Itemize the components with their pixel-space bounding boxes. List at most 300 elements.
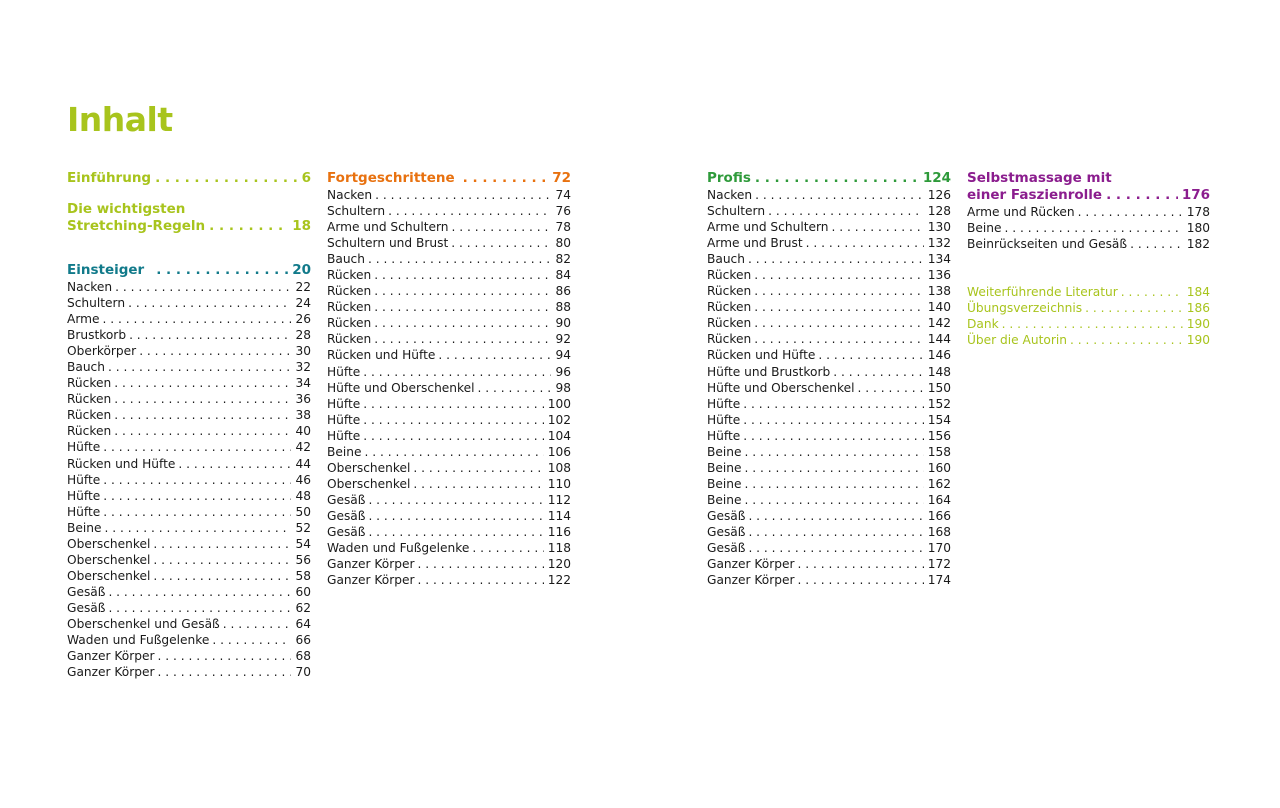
toc-entry-page: 146 bbox=[927, 348, 951, 363]
toc-entry[interactable] bbox=[67, 327, 311, 343]
dot-leader bbox=[1070, 332, 1183, 348]
toc-entry[interactable] bbox=[327, 315, 571, 331]
toc-entry[interactable] bbox=[327, 476, 571, 492]
toc-entry-page: 104 bbox=[547, 428, 571, 443]
dot-leader bbox=[452, 219, 552, 235]
toc-entry-page: 180 bbox=[1186, 221, 1210, 236]
toc-entry-label: Beinrückseiten und Gesäß bbox=[967, 237, 1128, 252]
toc-entry[interactable] bbox=[67, 600, 311, 616]
dot-leader bbox=[178, 456, 291, 472]
toc-entry[interactable] bbox=[327, 460, 571, 476]
toc-entry[interactable] bbox=[707, 283, 951, 299]
toc-entry-label: Rücken bbox=[327, 300, 372, 315]
toc-entry-label: Oberschenkel und Gesäß bbox=[67, 616, 220, 631]
toc-entry[interactable] bbox=[707, 235, 951, 251]
dot-leader bbox=[223, 616, 292, 632]
dot-leader bbox=[832, 219, 924, 235]
toc-entry-page: 46 bbox=[295, 472, 311, 487]
toc-heading-page: 18 bbox=[292, 218, 311, 234]
toc-entry-page: 106 bbox=[547, 444, 571, 459]
toc-entry-page: 118 bbox=[547, 541, 571, 556]
dot-leader bbox=[129, 327, 291, 343]
toc-entry-page: 120 bbox=[547, 557, 571, 572]
toc-entry[interactable] bbox=[707, 203, 951, 219]
toc-entry[interactable] bbox=[327, 235, 571, 251]
toc-entry-page: 50 bbox=[295, 504, 311, 519]
toc-entry-label: Beine bbox=[67, 520, 102, 535]
toc-entry-page: 134 bbox=[927, 252, 951, 267]
toc-entry-page: 142 bbox=[927, 316, 951, 331]
toc-entry-label: Hüfte bbox=[67, 440, 101, 455]
toc-entry-page: 82 bbox=[555, 252, 571, 267]
toc-entry[interactable] bbox=[707, 428, 951, 444]
dot-leader bbox=[114, 423, 291, 439]
toc-entry[interactable] bbox=[707, 331, 951, 347]
dot-leader bbox=[418, 556, 544, 572]
toc-entry-label: Ganzer Körper bbox=[67, 649, 155, 664]
toc-entry-page: 156 bbox=[927, 428, 951, 443]
toc-heading-label: Profis bbox=[707, 170, 751, 186]
toc-entry-label: Beine bbox=[707, 460, 742, 475]
toc-entry-label: Waden und Fußgelenke bbox=[67, 633, 210, 648]
toc-entry[interactable] bbox=[327, 380, 571, 396]
toc-entry-label: Ganzer Körper bbox=[67, 665, 155, 680]
dot-leader bbox=[363, 364, 551, 380]
toc-entry[interactable] bbox=[327, 556, 571, 572]
dot-leader bbox=[368, 251, 552, 267]
toc-entry[interactable] bbox=[707, 540, 951, 556]
toc-entry[interactable] bbox=[707, 219, 951, 235]
dot-leader bbox=[375, 187, 551, 203]
toc-entry-label: Übungsverzeichnis bbox=[967, 301, 1083, 316]
toc-entry[interactable] bbox=[327, 283, 571, 299]
toc-entry[interactable] bbox=[707, 364, 951, 380]
dot-leader bbox=[744, 460, 923, 476]
toc-entry[interactable] bbox=[707, 299, 951, 315]
dot-leader bbox=[472, 540, 543, 556]
toc-entry-page: 86 bbox=[555, 284, 571, 299]
dot-leader bbox=[744, 444, 923, 460]
dot-leader bbox=[374, 299, 551, 315]
dot-leader bbox=[368, 508, 543, 524]
dot-leader bbox=[374, 331, 551, 347]
toc-entry-label: Rücken und Hüfte bbox=[707, 348, 816, 363]
toc-entry-page: 164 bbox=[927, 492, 951, 507]
toc-heading-label: Einsteiger bbox=[67, 262, 145, 278]
toc-entry[interactable] bbox=[67, 279, 311, 295]
dot-leader bbox=[1002, 316, 1183, 332]
toc-entry-label: Beine bbox=[707, 476, 742, 491]
dot-leader bbox=[114, 407, 291, 423]
toc-entry[interactable] bbox=[327, 524, 571, 540]
dot-leader bbox=[115, 279, 291, 295]
toc-list-selbstmassage bbox=[967, 204, 1210, 252]
toc-entry[interactable] bbox=[67, 504, 311, 520]
toc-entry[interactable] bbox=[67, 391, 311, 407]
toc-entry-page: 112 bbox=[547, 492, 571, 507]
dot-leader bbox=[153, 552, 291, 568]
column-profis bbox=[707, 170, 951, 588]
toc-list-anhang bbox=[967, 284, 1210, 348]
toc-entry[interactable] bbox=[67, 472, 311, 488]
toc-entry-page: 44 bbox=[295, 456, 311, 471]
dot-leader bbox=[156, 262, 288, 279]
toc-heading-einfuehrung[interactable] bbox=[67, 170, 311, 187]
toc-entry-label: Rücken bbox=[327, 268, 372, 283]
dot-leader bbox=[463, 170, 549, 187]
dot-leader bbox=[743, 428, 923, 444]
toc-entry[interactable] bbox=[327, 396, 571, 412]
toc-entry-page: 38 bbox=[295, 408, 311, 423]
toc-entry-page: 162 bbox=[927, 476, 951, 491]
toc-entry-page: 92 bbox=[555, 332, 571, 347]
toc-entry[interactable] bbox=[67, 407, 311, 423]
toc-entry[interactable] bbox=[967, 316, 1210, 332]
toc-entry[interactable] bbox=[67, 343, 311, 359]
toc-entry[interactable] bbox=[67, 520, 311, 536]
toc-entry-page: 172 bbox=[927, 557, 951, 572]
toc-entry-page: 64 bbox=[295, 616, 311, 631]
dot-leader bbox=[798, 556, 924, 572]
toc-heading-fortgeschrittene[interactable] bbox=[327, 170, 571, 187]
dot-leader bbox=[153, 536, 291, 552]
toc-entry[interactable] bbox=[327, 364, 571, 380]
toc-entry-label: Hüfte bbox=[327, 412, 361, 427]
toc-entry[interactable] bbox=[67, 375, 311, 391]
dot-leader bbox=[108, 359, 292, 375]
toc-entry[interactable] bbox=[707, 412, 951, 428]
dot-leader bbox=[833, 364, 924, 380]
toc-entry-label: Rücken bbox=[707, 316, 752, 331]
toc-entry-label: Schultern und Brust bbox=[327, 236, 449, 251]
toc-entry-label: Hüfte bbox=[707, 412, 741, 427]
toc-entry[interactable] bbox=[967, 236, 1210, 252]
toc-entry-label: Arme und Rücken bbox=[967, 205, 1075, 219]
toc-entry-label: Oberschenkel bbox=[67, 568, 151, 583]
dot-leader bbox=[806, 235, 924, 251]
dot-leader bbox=[1078, 204, 1183, 220]
toc-entry[interactable] bbox=[67, 423, 311, 439]
toc-entry[interactable] bbox=[707, 315, 951, 331]
dot-leader bbox=[748, 508, 923, 524]
toc-heading-page: 124 bbox=[922, 170, 951, 186]
dot-leader bbox=[209, 218, 288, 235]
toc-entry-label: Bauch bbox=[67, 360, 105, 375]
dot-leader bbox=[743, 396, 923, 412]
toc-entry[interactable] bbox=[67, 584, 311, 600]
toc-entry[interactable] bbox=[67, 488, 311, 504]
toc-entry-label: Brustkorb bbox=[67, 328, 127, 343]
toc-entry[interactable] bbox=[707, 524, 951, 540]
toc-entry-label: Ganzer Körper bbox=[327, 573, 415, 588]
toc-entry-page: 40 bbox=[295, 424, 311, 439]
toc-entry[interactable] bbox=[967, 204, 1210, 220]
toc-entry[interactable] bbox=[327, 251, 571, 267]
toc-entry[interactable] bbox=[67, 456, 311, 472]
toc-entry[interactable] bbox=[967, 220, 1210, 236]
toc-entry-page: 98 bbox=[555, 380, 571, 395]
column-selbstmassage bbox=[967, 170, 1210, 348]
toc-entry-page: 114 bbox=[547, 508, 571, 523]
toc-entry[interactable] bbox=[327, 444, 571, 460]
dot-leader bbox=[374, 267, 551, 283]
toc-entry[interactable] bbox=[707, 572, 951, 588]
dot-leader bbox=[755, 187, 924, 203]
toc-entry-page: 168 bbox=[927, 524, 951, 539]
dot-leader bbox=[388, 203, 551, 219]
toc-entry-page: 48 bbox=[295, 488, 311, 503]
toc-entry-label: Hüfte bbox=[327, 364, 361, 379]
toc-entry[interactable] bbox=[327, 203, 571, 219]
toc-heading-page: 6 bbox=[301, 170, 311, 186]
toc-entry[interactable] bbox=[327, 508, 571, 524]
toc-entry-page: 128 bbox=[927, 204, 951, 219]
column-fortgeschrittene bbox=[327, 170, 571, 588]
toc-heading-label: Einführung bbox=[67, 170, 152, 186]
dot-leader bbox=[418, 572, 544, 588]
dot-leader bbox=[858, 380, 924, 396]
dot-leader bbox=[368, 524, 543, 540]
dot-leader bbox=[364, 444, 543, 460]
toc-entry[interactable] bbox=[967, 284, 1210, 300]
toc-entry[interactable] bbox=[707, 444, 951, 460]
dot-leader bbox=[743, 412, 923, 428]
toc-entry-label: Hüfte und Oberschenkel bbox=[327, 380, 475, 395]
toc-entry[interactable] bbox=[67, 648, 311, 664]
dot-leader bbox=[754, 315, 924, 331]
dot-leader bbox=[374, 315, 551, 331]
dot-leader bbox=[103, 472, 291, 488]
toc-entry[interactable] bbox=[327, 331, 571, 347]
toc-heading-regeln[interactable] bbox=[67, 218, 311, 235]
toc-entry-label: Rücken und Hüfte bbox=[67, 456, 176, 471]
dot-leader bbox=[363, 396, 543, 412]
dot-leader bbox=[754, 331, 924, 347]
toc-entry-label: Gesäß bbox=[327, 508, 366, 523]
toc-entry-page: 34 bbox=[295, 376, 311, 391]
dot-leader bbox=[818, 347, 923, 363]
toc-entry[interactable] bbox=[967, 300, 1210, 316]
dot-leader bbox=[768, 203, 924, 219]
dot-leader bbox=[103, 488, 291, 504]
toc-entry-page: 186 bbox=[1186, 301, 1210, 316]
toc-entry[interactable] bbox=[67, 311, 311, 327]
toc-entry[interactable] bbox=[327, 540, 571, 556]
toc-entry[interactable] bbox=[707, 508, 951, 524]
toc-entry-label: Gesäß bbox=[67, 600, 106, 615]
toc-entry-label: Rücken bbox=[707, 300, 752, 315]
toc-entry-page: 36 bbox=[295, 392, 311, 407]
toc-entry[interactable] bbox=[327, 412, 571, 428]
dot-leader bbox=[478, 380, 552, 396]
toc-entry[interactable] bbox=[327, 187, 571, 203]
toc-entry[interactable] bbox=[707, 251, 951, 267]
toc-entry-label: Hüfte bbox=[67, 488, 101, 503]
toc-entry[interactable] bbox=[327, 299, 571, 315]
toc-entry-label: Oberschenkel bbox=[327, 476, 411, 491]
toc-entry-label: Hüfte bbox=[327, 428, 361, 443]
dot-leader bbox=[363, 428, 543, 444]
toc-list-profis bbox=[707, 187, 951, 588]
dot-leader bbox=[744, 476, 923, 492]
toc-entry[interactable] bbox=[707, 187, 951, 203]
toc-heading-selbstmassage-line1[interactable]: Selbstmassage mit bbox=[967, 170, 1112, 186]
toc-entry-page: 100 bbox=[547, 396, 571, 411]
toc-entry-label: Bauch bbox=[707, 252, 745, 267]
column-einsteiger bbox=[67, 170, 311, 680]
toc-entry-page: 102 bbox=[547, 412, 571, 427]
toc-heading-page: 72 bbox=[552, 170, 571, 186]
dot-leader bbox=[155, 170, 297, 187]
toc-entry-page: 78 bbox=[555, 220, 571, 235]
toc-entry[interactable] bbox=[707, 492, 951, 508]
toc-entry-page: 70 bbox=[295, 665, 311, 680]
toc-entry[interactable] bbox=[67, 664, 311, 680]
toc-entry-page: 28 bbox=[295, 328, 311, 343]
toc-entry[interactable] bbox=[327, 492, 571, 508]
toc-entry-label: Waden und Fußgelenke bbox=[327, 541, 470, 556]
toc-entry[interactable] bbox=[67, 295, 311, 311]
toc-entry-page: 174 bbox=[927, 573, 951, 588]
toc-entry-label: Schultern bbox=[67, 296, 126, 311]
toc-entry[interactable] bbox=[327, 572, 571, 588]
toc-entry-page: 116 bbox=[547, 524, 571, 539]
toc-entry-page: 160 bbox=[927, 460, 951, 475]
toc-entry-page: 126 bbox=[927, 188, 951, 202]
toc-entry[interactable] bbox=[707, 556, 951, 572]
toc-entry-label: Über die Autorin bbox=[967, 333, 1067, 348]
toc-heading-page: 20 bbox=[292, 262, 311, 278]
toc-heading-regeln-line1[interactable]: Die wichtigsten bbox=[67, 201, 186, 217]
toc-entry-page: 170 bbox=[927, 541, 951, 556]
toc-entry-label: Gesäß bbox=[707, 541, 746, 556]
toc-entry-label: Rücken bbox=[327, 332, 372, 347]
toc-entry-page: 190 bbox=[1186, 333, 1210, 348]
toc-entry[interactable] bbox=[67, 552, 311, 568]
toc-entry[interactable] bbox=[67, 359, 311, 375]
toc-entry-label: Rücken und Hüfte bbox=[327, 348, 436, 363]
toc-entry[interactable] bbox=[967, 332, 1210, 348]
toc-entry-label: Oberschenkel bbox=[67, 536, 151, 551]
toc-entry[interactable] bbox=[327, 219, 571, 235]
dot-leader bbox=[413, 476, 543, 492]
toc-entry-page: 30 bbox=[295, 344, 311, 359]
toc-entry-page: 178 bbox=[1186, 205, 1210, 219]
dot-leader bbox=[748, 524, 923, 540]
toc-entry-page: 24 bbox=[295, 296, 311, 311]
toc-entry-page: 56 bbox=[295, 552, 311, 567]
toc-heading-einsteiger[interactable] bbox=[67, 262, 311, 279]
toc-entry-label: Weiterführende Literatur bbox=[967, 285, 1118, 300]
toc-entry-label: Rücken bbox=[327, 316, 372, 331]
toc-entry-label: Gesäß bbox=[327, 492, 366, 507]
toc-entry-label: Oberschenkel bbox=[327, 460, 411, 475]
toc-entry-label: Bauch bbox=[327, 252, 365, 267]
toc-entry-label: Rücken bbox=[67, 424, 112, 439]
dot-leader bbox=[413, 460, 543, 476]
toc-entry[interactable] bbox=[67, 616, 311, 632]
toc-entry-label: Ganzer Körper bbox=[327, 557, 415, 572]
dot-leader bbox=[1106, 187, 1178, 204]
dot-leader bbox=[158, 648, 292, 664]
toc-entry-page: 76 bbox=[555, 204, 571, 219]
toc-entry[interactable] bbox=[67, 568, 311, 584]
page-title: Inhalt bbox=[67, 100, 173, 139]
toc-entry-page: 152 bbox=[927, 396, 951, 411]
toc-entry-label: Hüfte und Oberschenkel bbox=[707, 380, 855, 395]
toc-entry[interactable] bbox=[67, 632, 311, 648]
toc-entry-label: Oberkörper bbox=[67, 344, 137, 359]
toc-entry-page: 68 bbox=[295, 649, 311, 664]
toc-entry-page: 110 bbox=[547, 476, 571, 491]
dot-leader bbox=[363, 412, 543, 428]
dot-leader bbox=[755, 170, 919, 187]
toc-entry-label: Arme und Schultern bbox=[327, 220, 449, 235]
dot-leader bbox=[153, 568, 291, 584]
toc-entry-page: 66 bbox=[295, 633, 311, 648]
dot-leader bbox=[744, 492, 923, 508]
toc-entry-label: Hüfte bbox=[67, 504, 101, 519]
toc-entry-label: Beine bbox=[707, 444, 742, 459]
toc-entry-label: Hüfte bbox=[707, 396, 741, 411]
dot-leader bbox=[158, 664, 292, 680]
toc-entry-page: 150 bbox=[927, 380, 951, 395]
toc-entry-page: 60 bbox=[295, 584, 311, 599]
toc-entry-page: 154 bbox=[927, 412, 951, 427]
toc-entry[interactable] bbox=[67, 439, 311, 455]
toc-entry[interactable] bbox=[707, 347, 951, 363]
toc-heading-label: Stretching-Regeln bbox=[67, 218, 206, 234]
toc-entry[interactable] bbox=[707, 476, 951, 492]
toc-entry-label: Rücken bbox=[67, 376, 112, 391]
toc-entry-page: 184 bbox=[1186, 285, 1210, 300]
toc-heading-selbstmassage[interactable] bbox=[967, 187, 1210, 204]
toc-heading-profis[interactable] bbox=[707, 170, 951, 187]
dot-leader bbox=[114, 375, 291, 391]
toc-entry[interactable] bbox=[707, 396, 951, 412]
toc-list-einsteiger bbox=[67, 279, 311, 680]
toc-entry-page: 80 bbox=[555, 236, 571, 251]
toc-entry-page: 26 bbox=[295, 312, 311, 327]
toc-entry-page: 158 bbox=[927, 444, 951, 459]
toc-entry-label: Arme und Schultern bbox=[707, 220, 829, 235]
toc-entry-label: Rücken bbox=[327, 284, 372, 299]
toc-entry[interactable] bbox=[327, 267, 571, 283]
dot-leader bbox=[139, 343, 291, 359]
toc-entry[interactable] bbox=[707, 267, 951, 283]
dot-leader bbox=[1121, 284, 1183, 300]
toc-entry-page: 90 bbox=[555, 316, 571, 331]
toc-entry[interactable] bbox=[67, 536, 311, 552]
toc-entry[interactable] bbox=[327, 347, 571, 363]
toc-entry[interactable] bbox=[707, 460, 951, 476]
toc-entry-label: Gesäß bbox=[67, 584, 106, 599]
toc-list-fortgeschrittene bbox=[327, 187, 571, 588]
toc-entry[interactable] bbox=[707, 380, 951, 396]
toc-entry-page: 52 bbox=[295, 520, 311, 535]
dot-leader bbox=[1004, 220, 1182, 236]
dot-leader bbox=[1085, 300, 1183, 316]
toc-entry-label: Gesäß bbox=[707, 524, 746, 539]
toc-entry-label: Schultern bbox=[327, 204, 386, 219]
toc-entry-label: Arme und Brust bbox=[707, 236, 803, 251]
toc-entry-page: 84 bbox=[555, 268, 571, 283]
toc-entry-label: Rücken bbox=[67, 392, 112, 407]
toc-entry-page: 94 bbox=[555, 348, 571, 363]
toc-entry-label: Gesäß bbox=[707, 508, 746, 523]
dot-leader bbox=[108, 600, 291, 616]
toc-entry[interactable] bbox=[327, 428, 571, 444]
